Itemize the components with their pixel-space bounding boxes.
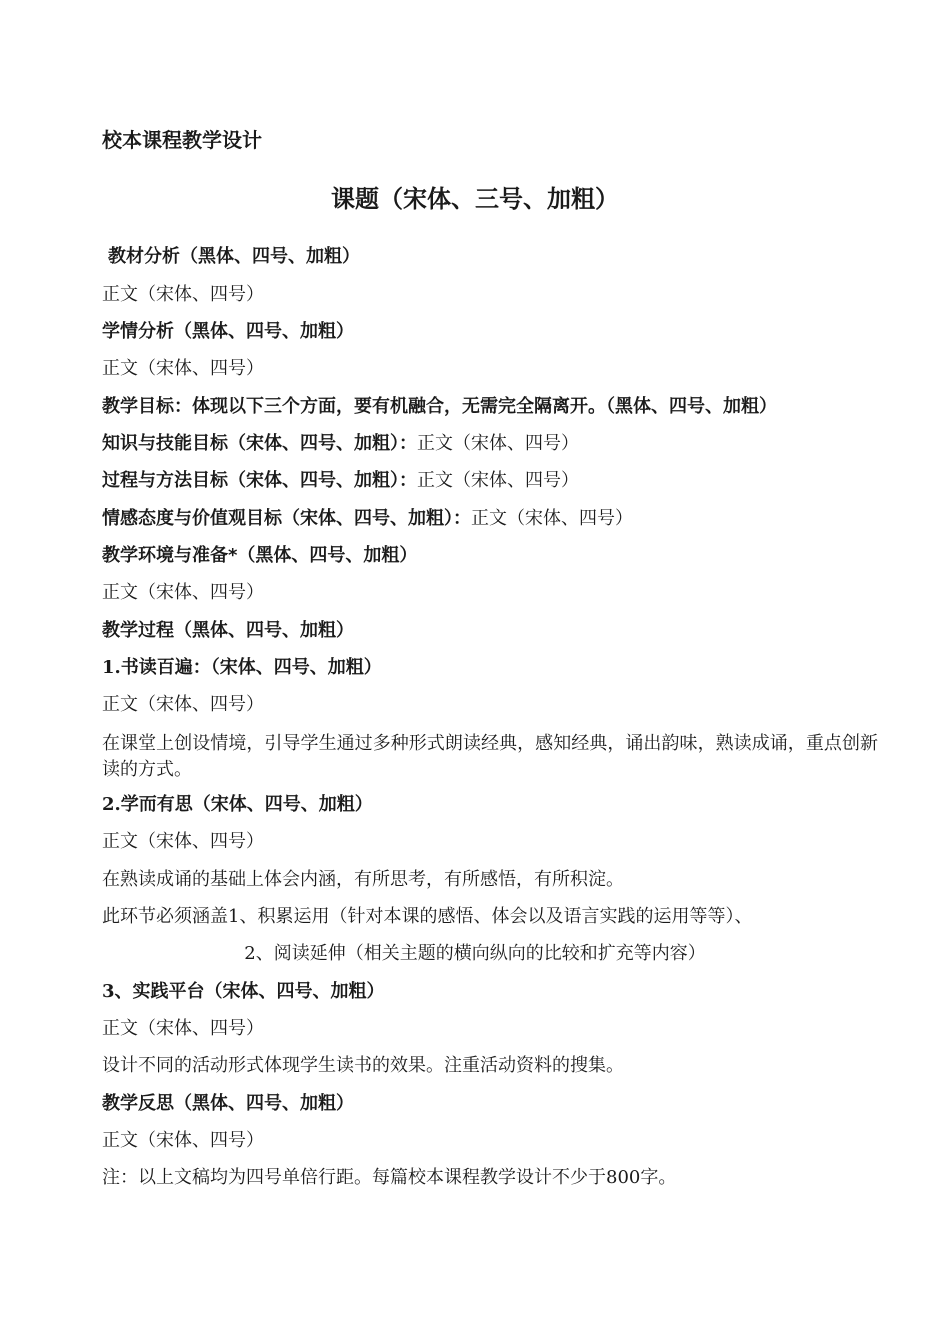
step2-description: 在熟读成诵的基础上体会内涵，有所思考，有所感悟，有所积淀。 xyxy=(102,869,624,890)
objective-knowledge-label: 知识与技能目标（宋体、四号、加粗）： xyxy=(102,433,417,454)
body-text-1: 正文（宋体、四号） xyxy=(102,284,264,305)
body-text-2: 正文（宋体、四号） xyxy=(102,358,264,379)
heading-teaching-process: 教学过程（黑体、四号、加粗） xyxy=(102,620,354,641)
body-text-4: 正文（宋体、四号） xyxy=(102,694,264,715)
step3-title: 3、实践平台（宋体、四号、加粗） xyxy=(102,981,385,1002)
objective-process-label: 过程与方法目标（宋体、四号、加粗）： xyxy=(102,470,417,491)
step2-cover-line-1: 此环节必须涵盖1、积累运用（针对本课的感悟、体会以及语言实践的运用等等）、 xyxy=(102,906,753,927)
body-text-5: 正文（宋体、四号） xyxy=(102,831,264,852)
body-text-3: 正文（宋体、四号） xyxy=(102,582,264,603)
step2-cover-line-2: 2、阅读延伸（相关主题的横向纵向的比较和扩充等内容） xyxy=(244,943,706,964)
heading-reflection: 教学反思（黑体、四号、加粗） xyxy=(102,1093,354,1114)
document-header-title: 校本课程教学设计 xyxy=(102,128,262,152)
body-text-6: 正文（宋体、四号） xyxy=(102,1018,264,1039)
objective-emotion-body: 正文（宋体、四号） xyxy=(471,508,633,529)
heading-objectives: 教学目标：体现以下三个方面，要有机融合，无需完全隔离开。（黑体、四号、加粗） xyxy=(102,396,777,417)
heading-material-analysis: 教材分析（黑体、四号、加粗） xyxy=(108,246,360,267)
step1-title: 1.书读百遍：（宋体、四号、加粗） xyxy=(102,657,382,678)
closing-note: 注：以上文稿均为四号单倍行距。每篇校本课程教学设计不少于800字。 xyxy=(102,1167,677,1188)
objective-knowledge-body: 正文（宋体、四号） xyxy=(417,433,579,454)
lesson-title: 课题（宋体、三号、加粗） xyxy=(331,185,619,213)
objective-process xyxy=(102,469,579,493)
heading-environment: 教学环境与准备*（黑体、四号、加粗） xyxy=(102,545,418,566)
step2-title: 2.学而有思（宋体、四号、加粗） xyxy=(102,794,373,815)
step1-description: 在课堂上创设情境，引导学生通过多种形式朗读经典，感知经典，诵出韵味，熟读成诵，重点创新读的方式。 xyxy=(102,733,878,780)
objective-process-body: 正文（宋体、四号） xyxy=(417,470,579,491)
objective-emotion-label: 情感态度与价值观目标（宋体、四号、加粗）： xyxy=(102,508,471,529)
objective-knowledge xyxy=(102,432,579,456)
body-text-7: 正文（宋体、四号） xyxy=(102,1130,264,1151)
step3-description: 设计不同的活动形式体现学生读书的效果。注重活动资料的搜集。 xyxy=(102,1055,624,1076)
objective-emotion xyxy=(102,507,633,531)
heading-student-analysis: 学情分析（黑体、四号、加粗） xyxy=(102,321,354,342)
